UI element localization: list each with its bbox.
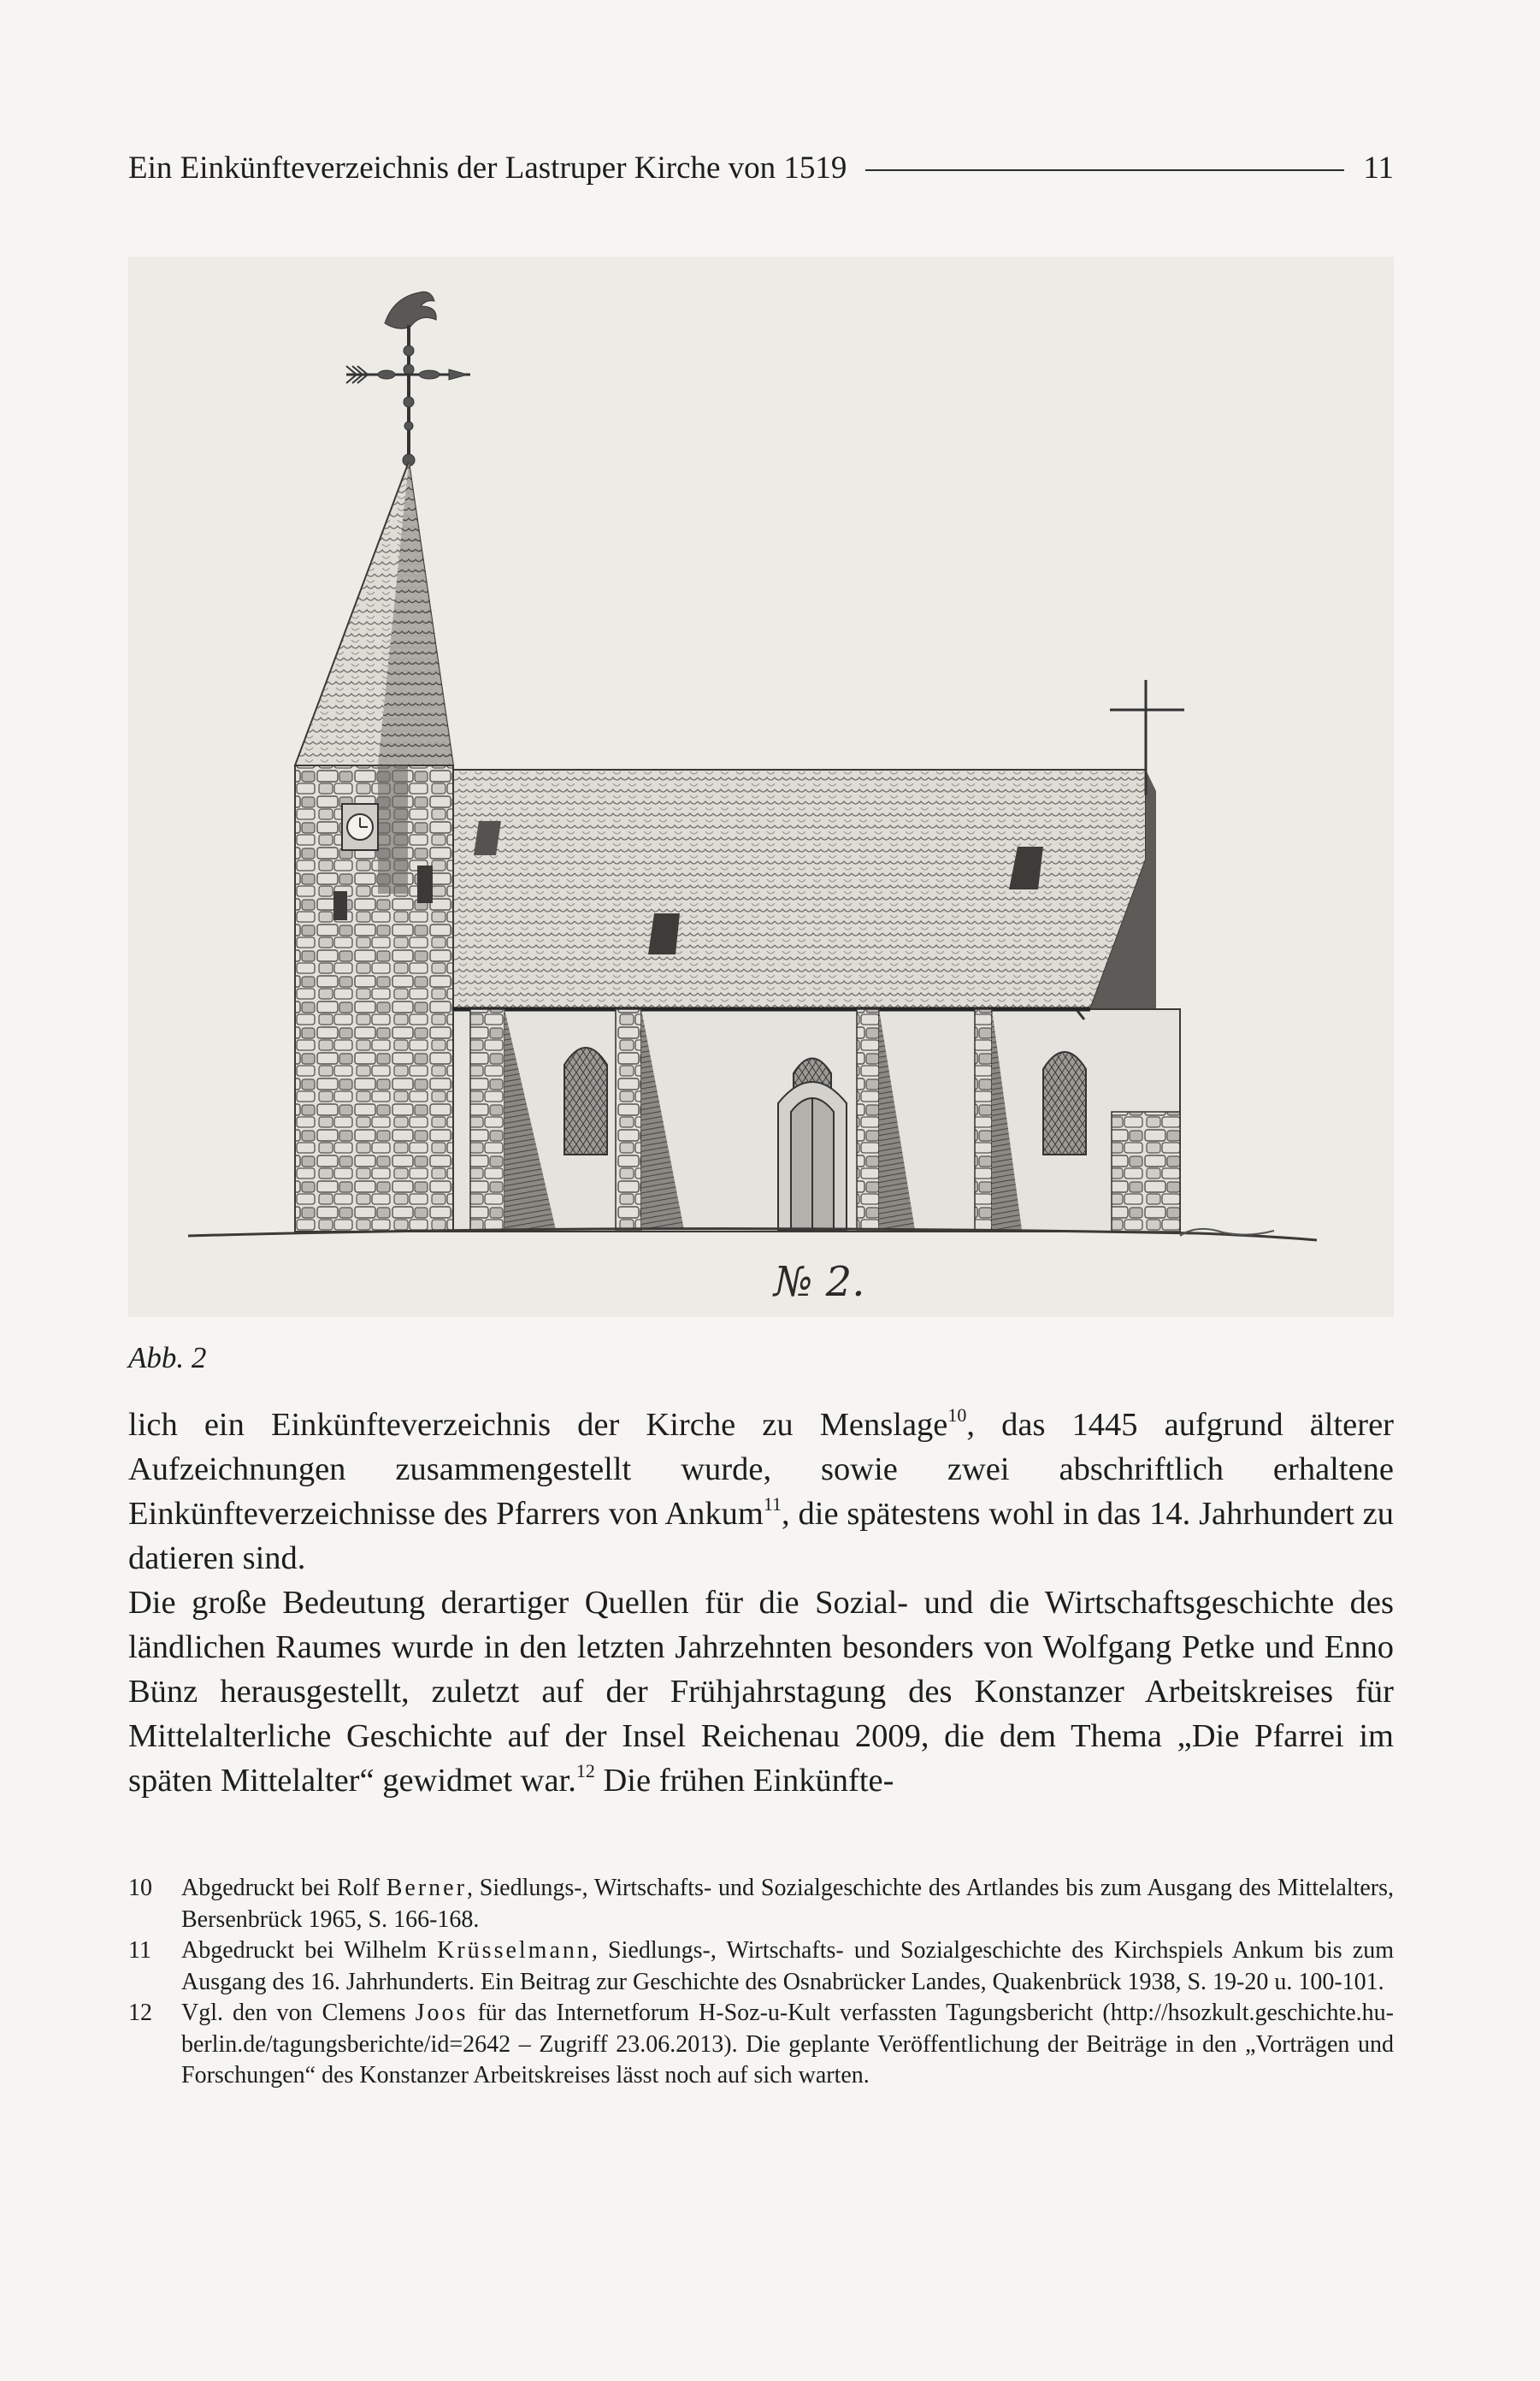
footnote-ref-10: 10 [947, 1404, 967, 1426]
church-drawing-figure [128, 257, 1394, 1317]
church-door [778, 1082, 847, 1230]
church-drawing [128, 257, 1394, 1317]
running-head-title: Ein Einkünfteverzeichnis der Lastruper Kirche von 1519 [128, 151, 847, 186]
author-name: Berner [386, 1875, 467, 1901]
figure-caption: Abb. 2 [128, 1341, 207, 1374]
tower-clock [342, 804, 378, 850]
author-name: Joos [415, 2000, 469, 2026]
annex [1112, 1112, 1180, 1232]
footnote [128, 1873, 1394, 1935]
paragraph-2: Die große Bedeutung derartiger Quellen für die Sozial- und die Wirtschaftsgeschichte des ländlichen Raumes wurde in den letzten Jahrzehnten besonders von Wolfgang Petke und Enno Bünz herausgestellt, zuletzt auf der Frühjahrstagung des Konstanzer Arbeitskreises für Mittelalterliche Geschichte auf der Insel Reichenau 2009, die dem Thema „Die Pfarrei im späten Mittelalter“ gewidmet war.$^{12}$ Die frühen Einkünfte- [128, 1585, 1394, 1799]
running-head-rule [865, 169, 1344, 171]
footnote-number: 11 [128, 1937, 151, 1964]
footnote-number: 12 [128, 2000, 152, 2026]
footnote-text: Vgl. den von Clemens Joos für das Internetforum H-Soz-u-Kult verfassten Tagungsbericht (http://hsozkult.geschichte.hu-berlin.de/tagungsberichte/id=2642 – Zugriff 23.06.2013). Die geplante Veröffentlichung der Beiträge in den „Vorträgen und Forschungen“ des Konstanzer Arbeitskreises lässt noch auf sich warten. [181, 2000, 1394, 2089]
footnote [128, 1935, 1394, 1998]
body-text [128, 1403, 1394, 1803]
page-number: 11 [1363, 151, 1394, 186]
paragraph-1: lich ein Einkünfteverzeichnis der Kirche zu Menslage$^{10}$, das 1445 aufgrund älterer Aufzeichnungen zusammengestellt wurde, sowie zwei abschriftlich erhaltene Einkünfteverzeichnisse des Pfarrers von Ankum$^{11}$, die spätestens wohl in das 14. Jahrhundert zu datieren sind. [128, 1404, 1394, 1576]
footnote-text: Abgedruckt bei Rolf Berner, Siedlungs-, Wirtschafts- und Sozialgeschichte des Artlandes bis zum Ausgang des Mittelalters, Bersenbrück 1965, S. 166-168. [181, 1875, 1394, 1933]
footnote-number: 10 [128, 1875, 152, 1901]
footnotes [128, 1873, 1394, 2092]
footnote-text: Abgedruckt bei Wilhelm Krüsselmann, Siedlungs-, Wirtschafts- und Sozialgeschichte des Kirchspiels Ankum bis zum Ausgang des 16. Jahrhunderts. Ein Beitrag zur Geschichte des Osnabrücker Landes, Quakenbrück 1938, S. 19-20 u. 100-101. [181, 1937, 1394, 1995]
author-name: Krüsselmann [437, 1937, 592, 1964]
footnote-ref-11: 11 [763, 1493, 782, 1515]
footnote-ref-12: 12 [575, 1760, 595, 1781]
footnote [128, 1998, 1394, 2092]
figure-inscription: № 2. [774, 1258, 865, 1306]
nave-roof [453, 770, 1146, 1009]
running-head [128, 152, 1394, 184]
